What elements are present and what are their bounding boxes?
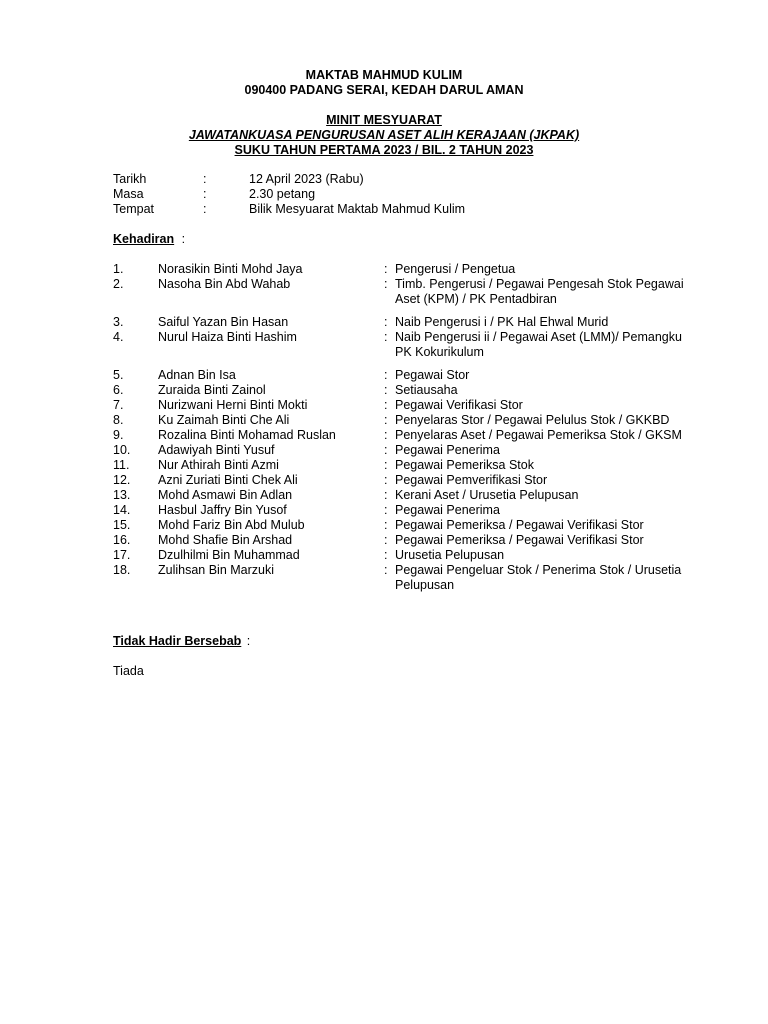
attendee-name: Zuraida Binti Zainol	[158, 383, 266, 397]
attendee-name: Nurizwani Herni Binti Mokti	[158, 398, 308, 412]
attendee-role: Timb. Pengerusi / Pegawai Pengesah Stok Pegawai Aset (KPM) / PK Pentadbiran	[395, 277, 684, 306]
attendee-colon: :	[384, 383, 388, 397]
tempat-colon: :	[203, 202, 207, 216]
attendance-colon: :	[181, 232, 186, 246]
attendee-colon: :	[384, 473, 388, 487]
masa-value: 2.30 petang	[249, 187, 316, 201]
attendee-name: Mohd Shafie Bin Arshad	[158, 533, 293, 547]
attendee-number: 18.	[113, 563, 131, 577]
attendee-number: 1.	[113, 262, 124, 276]
attendee-role: Pegawai Verifikasi Stor	[395, 398, 523, 412]
attendee-name: Dzulhilmi Bin Muhammad	[158, 548, 300, 562]
attendee-row	[0, 503, 768, 518]
absent-value: Tiada	[113, 664, 144, 678]
attendee-number: 11.	[113, 458, 130, 472]
attendee-colon: :	[384, 413, 388, 427]
attendee-name: Nurul Haiza Binti Hashim	[158, 330, 297, 344]
tarikh-label: Tarikh	[113, 172, 147, 186]
attendee-number: 10.	[113, 443, 131, 457]
attendee-row	[0, 458, 768, 473]
school-address: 090400 PADANG SERAI, KEDAH DARUL AMAN	[244, 83, 524, 97]
tarikh-colon: :	[203, 172, 207, 186]
attendee-row	[0, 488, 768, 503]
absent-title: Tidak Hadir Bersebab	[113, 634, 242, 648]
absent-colon: :	[246, 634, 251, 648]
attendee-name: Hasbul Jaffry Bin Yusof	[158, 503, 287, 517]
attendee-name: Nasoha Bin Abd Wahab	[158, 277, 291, 291]
attendee-name: Adnan Bin Isa	[158, 368, 236, 382]
attendee-row	[0, 563, 768, 593]
attendee-name: Norasikin Binti Mohd Jaya	[158, 262, 303, 276]
attendee-row	[0, 277, 768, 307]
masa-colon: :	[203, 187, 207, 201]
attendee-role: Penyelaras Stor / Pegawai Pelulus Stok / GKKBD	[395, 413, 670, 427]
attendee-number: 4.	[113, 330, 124, 344]
attendee-name: Ku Zaimah Binti Che Ali	[158, 413, 290, 427]
attendee-colon: :	[384, 488, 388, 502]
attendee-colon: :	[384, 518, 388, 532]
doc-title-text: MINIT MESYUARAT	[326, 113, 442, 127]
committee-name-text: JAWATANKUASA PENGURUSAN ASET ALIH KERAJAAN (JKPAK)	[188, 128, 580, 142]
attendance-title: Kehadiran	[113, 232, 175, 246]
tempat-value: Bilik Mesyuarat Maktab Mahmud Kulim	[249, 202, 466, 216]
doc-title	[0, 113, 768, 128]
masa-label: Masa	[113, 187, 144, 201]
attendee-number: 15.	[113, 518, 131, 532]
attendee-row	[0, 398, 768, 413]
committee-name	[0, 128, 768, 143]
attendee-role: Pegawai Pemeriksa / Pegawai Verifikasi Stor	[395, 533, 644, 547]
attendee-role: Kerani Aset / Urusetia Pelupusan	[395, 488, 579, 502]
attendee-role: Pegawai Stor	[395, 368, 470, 382]
attendee-number: 5.	[113, 368, 124, 382]
attendee-role: Pegawai Penerima	[395, 503, 500, 517]
attendee-name: Zulihsan Bin Marzuki	[158, 563, 275, 577]
attendee-number: 12.	[113, 473, 131, 487]
attendee-number: 16.	[113, 533, 131, 547]
attendee-role: Setiausaha	[395, 383, 458, 397]
attendee-role: Naib Pengerusi i / PK Hal Ehwal Murid	[395, 315, 609, 329]
attendee-number: 9.	[113, 428, 124, 442]
attendee-row	[0, 533, 768, 548]
tempat-label: Tempat	[113, 202, 154, 216]
attendee-row	[0, 315, 768, 330]
attendee-colon: :	[384, 548, 388, 562]
attendee-name: Nur Athirah Binti Azmi	[158, 458, 279, 472]
attendee-colon: :	[384, 533, 388, 547]
attendee-number: 8.	[113, 413, 124, 427]
attendee-role: Pegawai Pemeriksa Stok	[395, 458, 534, 472]
attendee-colon: :	[384, 330, 388, 344]
attendance-list	[0, 262, 768, 593]
attendee-name: Azni Zuriati Binti Chek Ali	[158, 473, 298, 487]
attendee-role: Penyelaras Aset / Pegawai Pemeriksa Stok / GKSM	[395, 428, 682, 442]
attendee-number: 7.	[113, 398, 124, 412]
attendee-role: Pengerusi / Pengetua	[395, 262, 516, 276]
attendee-name: Adawiyah Binti Yusuf	[158, 443, 275, 457]
attendee-colon: :	[384, 503, 388, 517]
attendee-row	[0, 330, 768, 360]
attendee-row	[0, 413, 768, 428]
attendee-colon: :	[384, 277, 388, 291]
attendee-name: Saiful Yazan Bin Hasan	[158, 315, 289, 329]
attendee-row	[0, 383, 768, 398]
tarikh-value: 12 April 2023 (Rabu)	[249, 172, 364, 186]
attendee-row	[0, 443, 768, 458]
absent-heading	[113, 634, 250, 649]
attendee-row	[0, 548, 768, 563]
attendee-colon: :	[384, 315, 388, 329]
attendee-name: Mohd Fariz Bin Abd Mulub	[158, 518, 305, 532]
attendee-row	[0, 428, 768, 443]
attendee-role: Urusetia Pelupusan	[395, 548, 505, 562]
attendee-number: 14.	[113, 503, 131, 517]
attendee-number: 2.	[113, 277, 124, 291]
attendee-number: 3.	[113, 315, 124, 329]
attendee-name: Rozalina Binti Mohamad Ruslan	[158, 428, 336, 442]
attendee-colon: :	[384, 398, 388, 412]
attendee-row	[0, 473, 768, 488]
session-title-text: SUKU TAHUN PERTAMA 2023 / BIL. 2 TAHUN 2023	[234, 143, 534, 157]
attendee-role: Pegawai Pemverifikasi Stor	[395, 473, 548, 487]
attendee-number: 17.	[113, 548, 131, 562]
attendee-colon: :	[384, 428, 388, 442]
attendee-role: Pegawai Penerima	[395, 443, 500, 457]
attendee-row	[0, 518, 768, 533]
attendee-colon: :	[384, 368, 388, 382]
attendee-role: Pegawai Pemeriksa / Pegawai Verifikasi Stor	[395, 518, 644, 532]
attendee-number: 13.	[113, 488, 131, 502]
attendee-colon: :	[384, 563, 388, 577]
attendee-name: Mohd Asmawi Bin Adlan	[158, 488, 293, 502]
attendee-number: 6.	[113, 383, 124, 397]
session-title	[0, 143, 768, 158]
attendee-row	[0, 368, 768, 383]
attendee-row	[0, 262, 768, 277]
attendee-colon: :	[384, 443, 388, 457]
attendee-colon: :	[384, 262, 388, 276]
attendance-heading	[113, 232, 185, 247]
attendee-role: Pegawai Pengeluar Stok / Penerima Stok / Urusetia Pelupusan	[395, 563, 682, 592]
school-name: MAKTAB MAHMUD KULIM	[305, 68, 463, 82]
attendee-colon: :	[384, 458, 388, 472]
attendee-role: Naib Pengerusi ii / Pegawai Aset (LMM)/ Pemangku PK Kokurikulum	[395, 330, 682, 359]
